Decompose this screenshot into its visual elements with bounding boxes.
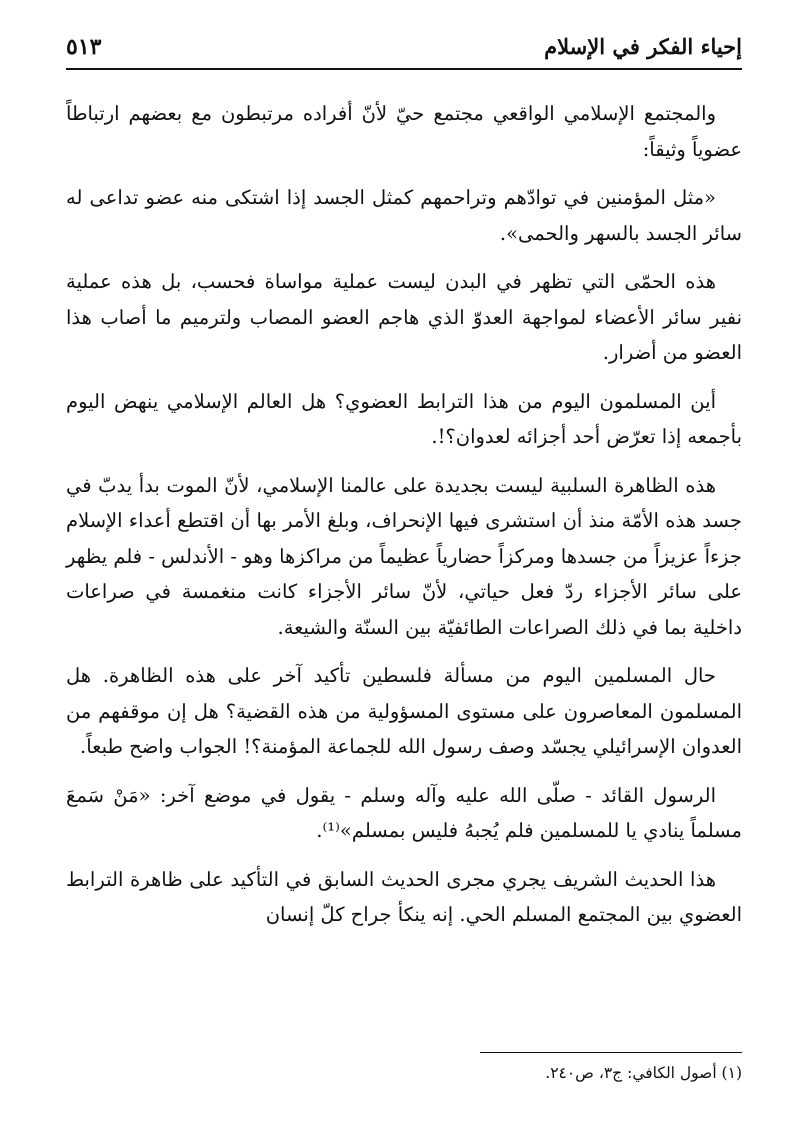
book-page [66,24,742,1124]
page-number: ٥١٣ [66,34,102,60]
paragraph-1: والمجتمع الإسلامي الواقعي مجتمع حيّ لأنّ أفراده مرتبطون مع بعضهم ارتباطاً عضوياً وثيقاً: [66,102,742,161]
footnote: (١) أصول الكافي: ج٣، ص٢٤٠. [545,1064,742,1082]
running-title: إحياء الفكر في الإسلام [544,34,742,59]
paragraph-6: حال المسلمين اليوم من مسألة فلسطين تأكيد آخر على هذه الظاهرة. هل المسلمون المعاصرون على مستوى المسؤولية من هذه القضية؟ هل إن موقفهم من العدوان الإسرائيلي يجسّد وصف رسول الله للجماعة المؤمنة؟! الجواب واضح طبعاً. [66,664,742,758]
body-text [66,96,742,946]
paragraph-3: هذه الحمّى التي تظهر في البدن ليست عملية مواساة فحسب، بل هذه عملية نفير سائر الأعضاء لمواجهة العدوّ الذي هاجم العضو المصاب ولترميم ما أصاب هذا العضو من أضرار. [66,270,742,364]
paragraph-5: هذه الظاهرة السلبية ليست بجديدة على عالمنا الإسلامي، لأنّ الموت بدأ يدبّ في جسد هذه الأمّة منذ أن استشرى فيها الإنحراف، وبلغ الأمر بها أن اقتطع أعداء الإسلام جزءاً عزيزاً من جسدها ومركزاً حضارياً عظيماً من مراكزها وهو - الأندلس - فلم يظهر على سائر الأجزاء ردّ فعل حياتي، لأنّ سائر الأجزاء كانت منغمسة في صراعات داخلية بما في ذلك الصراعات الطائفيّة بين السنّة والشيعة. [66,473,742,639]
paragraph-8: هذا الحديث الشريف يجري مجرى الحديث السابق في التأكيد على ظاهرة الترابط العضوي بين المجتمع المسلم الحي. إنه ينكأ جراح كلّ إنسان [66,867,742,926]
footnote-divider [480,1052,742,1053]
paragraph-4: أين المسلمون اليوم من هذا الترابط العضوي؟ هل العالم الإسلامي ينهض اليوم بأجمعه إذا تعرّض أحد أجزائه لعدوان؟!. [66,389,742,448]
header-divider [66,68,742,70]
page-header [66,30,742,72]
paragraph-7: الرسول القائد - صلّى الله عليه وآله وسلم - يقول في موضع آخر: «مَنْ سَمعَ مسلماً ينادي يا للمسلمين فلم يُجبهُ فليس بمسلم»⁽¹⁾. [66,783,742,842]
paragraph-2-hadith: «مثل المؤمنين في توادّهم وتراحمهم كمثل الجسد إذا اشتكى منه عضو تداعى له سائر الجسد بالسهر والحمى». [66,186,742,245]
